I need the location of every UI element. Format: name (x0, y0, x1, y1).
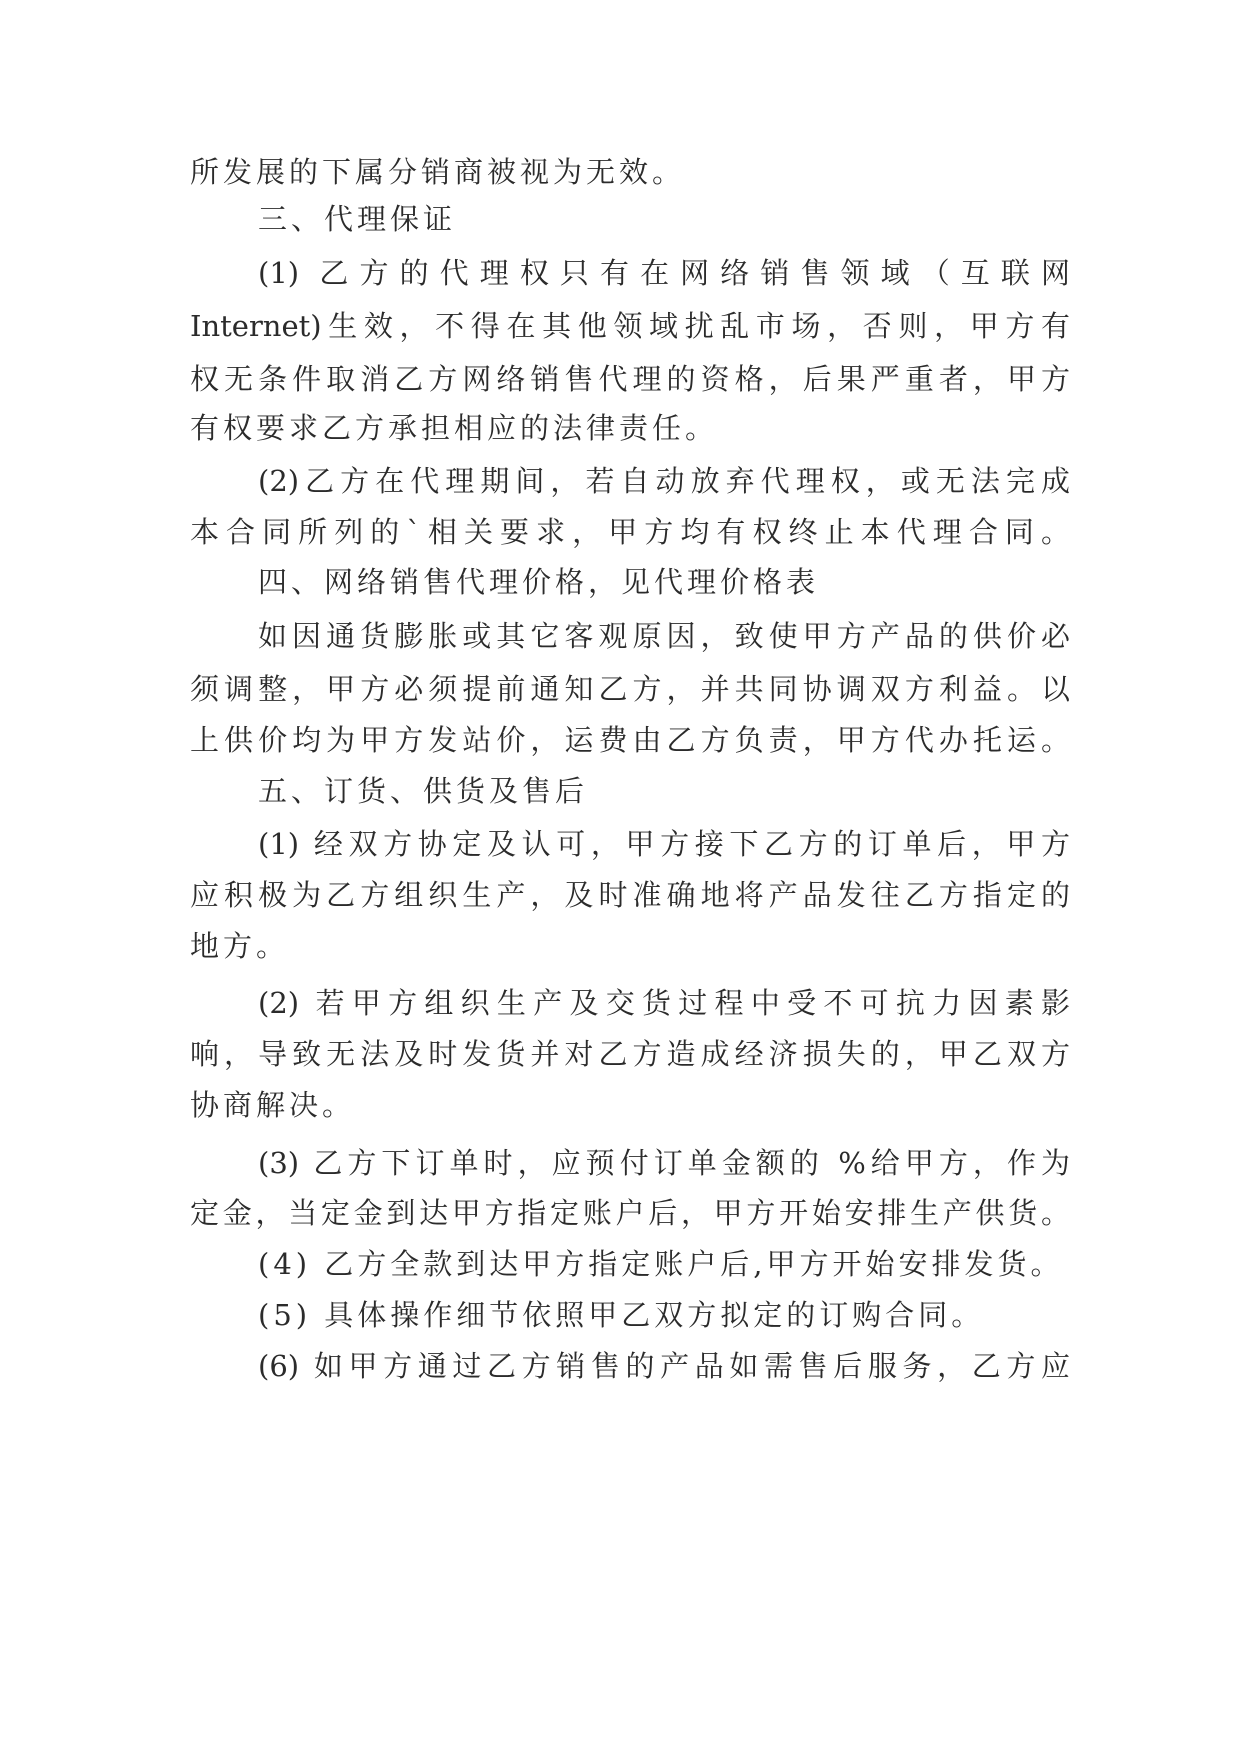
text-line: 地方。 (190, 929, 290, 963)
text-line: 定金，当定金到达甲方指定账户后，甲方开始安排生产供货。 (190, 1196, 1070, 1230)
text-line: 须调整，甲方必须提前通知乙方，并共同协调双方利益。以 (190, 672, 1070, 706)
text-line: Internet)生效，不得在其他领域扰乱市场，否则，甲方有 (190, 309, 1070, 343)
text-line: (5) 具体操作细节依照甲乙双方拟定的订购合同。 (258, 1298, 985, 1332)
text-line: 所发展的下属分销商被视为无效。 (190, 155, 686, 189)
text-line: (1) 乙方的代理权只有在网络销售领域（互联网 (258, 256, 1070, 290)
text-line: 响，导致无法及时发货并对乙方造成经济损失的，甲乙双方 (190, 1037, 1070, 1071)
section-heading-5: 五、订货、供货及售后 (258, 774, 589, 808)
text-line: (4) 乙方全款到达甲方指定账户后,甲方开始安排发货。 (258, 1247, 1064, 1281)
text-line: (2)乙方在代理期间，若自动放弃代理权，或无法完成 (258, 464, 1070, 498)
text-line: (6) 如甲方通过乙方销售的产品如需售后服务，乙方应 (258, 1349, 1070, 1383)
text-line: 权无条件取消乙方网络销售代理的资格，后果严重者，甲方 (190, 362, 1070, 396)
text-line: 协商解决。 (190, 1088, 356, 1122)
section-heading-3: 三、代理保证 (258, 202, 457, 236)
section-heading-4: 四、网络销售代理价格，见代理价格表 (258, 565, 820, 599)
text-line: 本合同所列的`相关要求，甲方均有权终止本代理合同。 (190, 515, 1070, 549)
text-line: 有权要求乙方承担相应的法律责任。 (190, 411, 719, 445)
text-line: (3) 乙方下订单时，应预付订单金额的 %给甲方，作为 (258, 1146, 1070, 1180)
text-line: 上供价均为甲方发站价，运费由乙方负责，甲方代办托运。 (190, 723, 1070, 757)
text-line: (2) 若甲方组织生产及交货过程中受不可抗力因素影 (258, 986, 1070, 1020)
text-line: 应积极为乙方组织生产，及时准确地将产品发往乙方指定的 (190, 878, 1070, 912)
text-line: 如因通货膨胀或其它客观原因，致使甲方产品的供价必 (258, 619, 1070, 653)
text-line: (1) 经双方协定及认可，甲方接下乙方的订单后，甲方 (258, 827, 1070, 861)
